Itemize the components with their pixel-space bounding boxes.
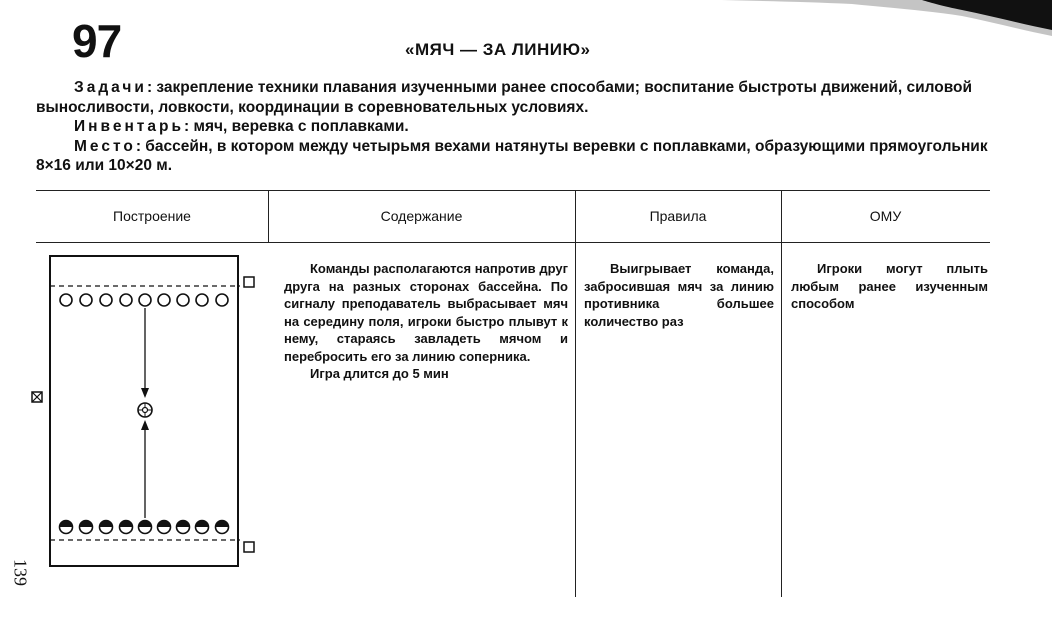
- equipment-label: Инвентарь: [74, 118, 185, 135]
- equipment-paragraph: [36, 117, 991, 137]
- marker-square-bottom: [244, 542, 254, 552]
- header-formation: Построение: [113, 208, 191, 224]
- arrow-down-to-ball: [141, 308, 149, 398]
- margin-page-number: 139: [10, 559, 31, 586]
- content-duration-text: Игра длится до 5 мин: [310, 366, 449, 381]
- place-label: Место: [74, 137, 136, 155]
- content-main-text: Команды располагаются напротив друг друга на разных сторонах бассейна. По сигналу преподаватель выбрасывает мяч на середину поля, игроки быстро плывут к нему, стараясь завладеть мячом и перебросить его за линию соперника.: [284, 261, 568, 364]
- tasks-paragraph: [36, 78, 991, 117]
- header-rules: Правила: [649, 208, 707, 224]
- team-bottom-players: [60, 521, 229, 534]
- place-text: : бассейн, в котором между четырьмя вехами натянуты веревки с поплавками, образующими прямоугольник 8×16 или 10×20 м.: [36, 137, 988, 174]
- equipment-text: : мяч, веревка с поплавками.: [184, 118, 409, 135]
- tasks-label: Задачи: [74, 79, 147, 96]
- team-top-players: [60, 294, 228, 306]
- arrow-up-to-ball: [141, 420, 149, 518]
- table-top-rule: [36, 190, 990, 191]
- place-paragraph: [36, 137, 991, 176]
- tasks-text: : закрепление техники плавания изученными ранее способами; воспитание быстроты движений, силовой выносливости, ловкости, координации в соревновательных условиях.: [36, 79, 973, 116]
- header-omu: ОМУ: [869, 208, 902, 224]
- omu-text: Игроки могут плыть любым ранее изученным способом: [791, 261, 988, 311]
- rules-text: Выигрывает команда, забросившая мяч за линию противника большее количество раз: [584, 261, 774, 329]
- rules-cell: [584, 260, 774, 330]
- col-divider-3: [781, 191, 782, 597]
- intro-block: [36, 78, 991, 176]
- header-content: Содержание: [380, 208, 463, 224]
- teacher-icon: [32, 392, 42, 402]
- formation-diagram: [28, 250, 268, 580]
- exercise-number: 97: [72, 15, 122, 67]
- omu-cell: [791, 260, 988, 313]
- content-cell: [284, 260, 568, 383]
- scan-edge-shadow: [722, 0, 1052, 40]
- col-divider-2: [575, 191, 576, 597]
- ball-icon: [138, 403, 152, 417]
- marker-square-top: [244, 277, 254, 287]
- table-header-rule: [36, 242, 990, 243]
- game-title: «МЯЧ — ЗА ЛИНИЮ»: [405, 40, 591, 59]
